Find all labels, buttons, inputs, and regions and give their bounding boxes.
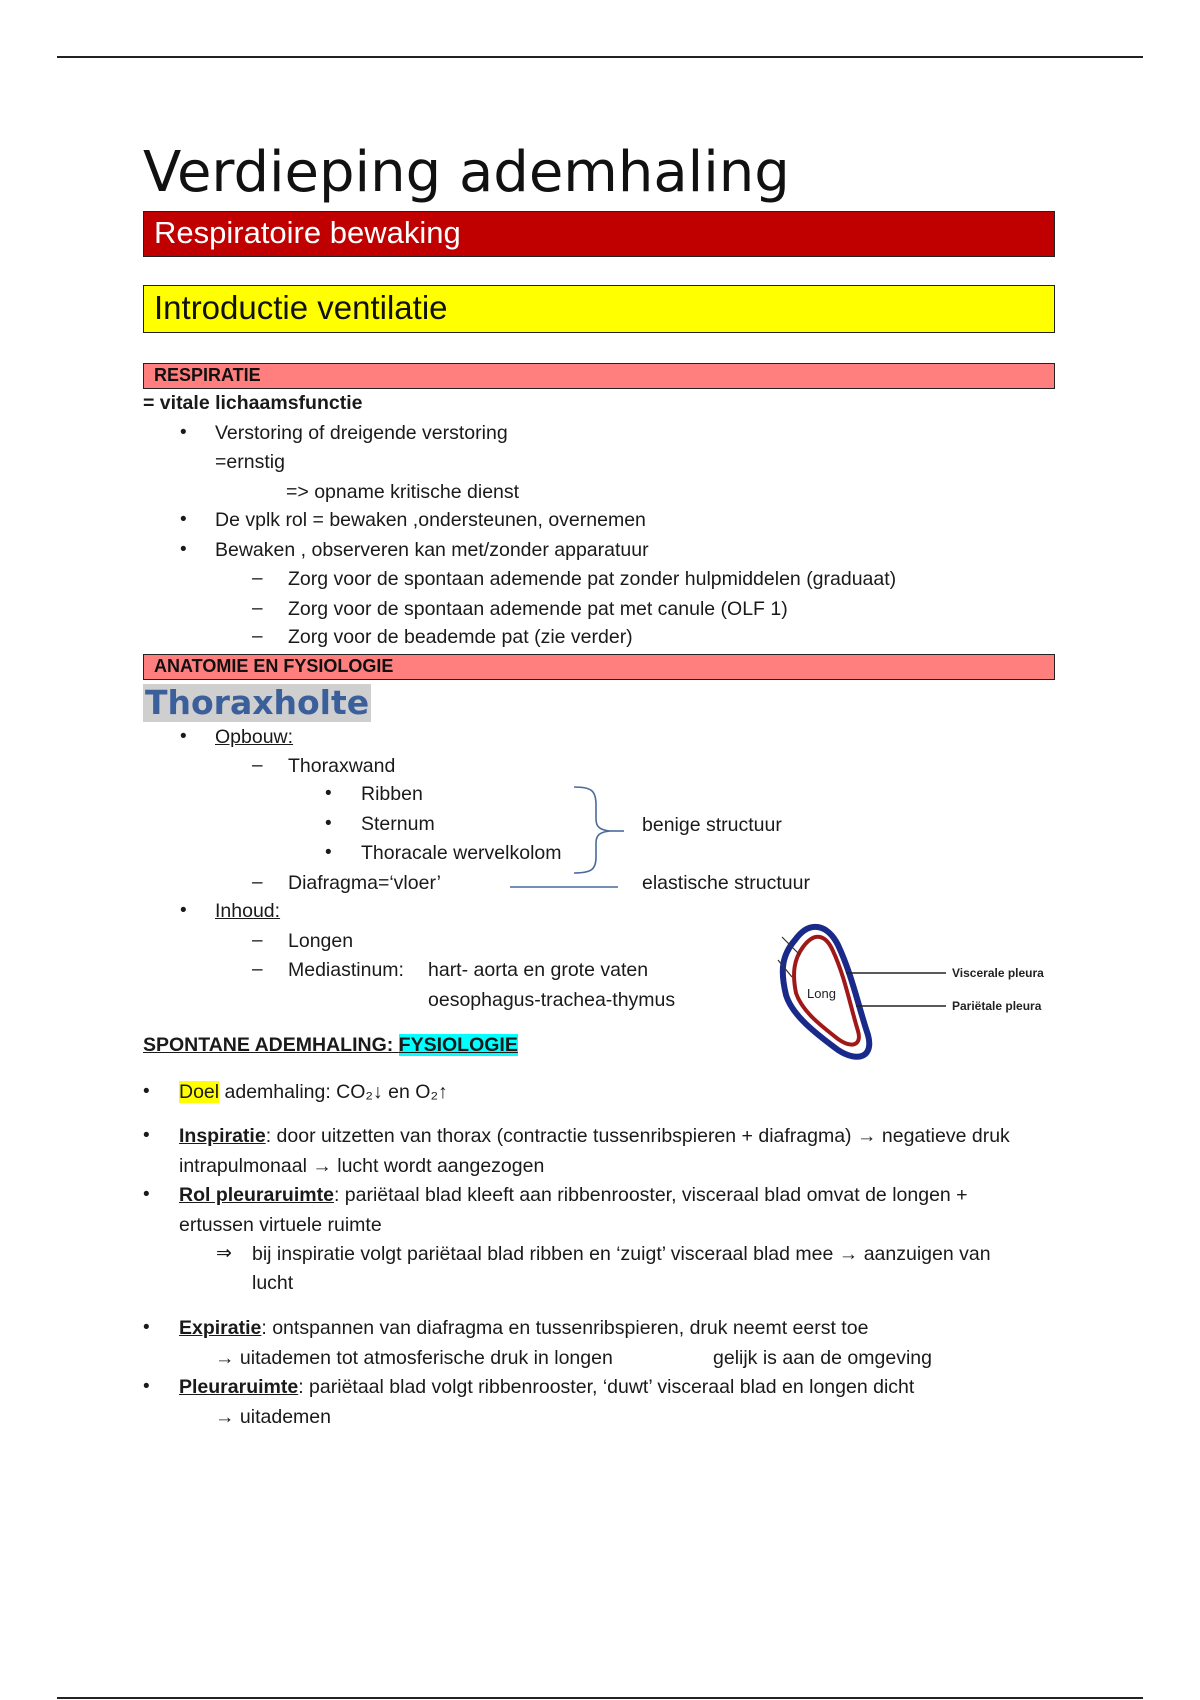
parietal-pleura-label: Pariëtale pleura bbox=[952, 999, 1042, 1013]
spontane-heading-prefix: SPONTANE ADEMHALING: bbox=[143, 1034, 399, 1056]
list-item-sub: Longen bbox=[288, 930, 354, 952]
pleura-item bbox=[179, 1374, 914, 1400]
fysiologie-highlight: FYSIOLOGIE bbox=[398, 1034, 518, 1056]
brace-icon bbox=[570, 785, 630, 875]
spontane-heading bbox=[143, 1032, 518, 1058]
list-item-sub: =ernstig bbox=[215, 451, 285, 473]
pleura-text: : pariëtaal blad volgt ribbenrooster, ‘duwt’ visceraal blad en longen dicht bbox=[298, 1376, 915, 1398]
list-item-sub: Zorg voor de beademde pat (zie verder) bbox=[288, 626, 633, 648]
anatomie-heading: ANATOMIE EN FYSIOLOGIE bbox=[143, 654, 1055, 680]
rol-text: : pariëtaal blad kleeft aan ribbenrooster, visceraal blad omvat de longen + bbox=[333, 1184, 968, 1206]
connector-line bbox=[510, 885, 620, 889]
list-item-sub: Zorg voor de spontaan ademende pat met canule (OLF 1) bbox=[288, 598, 788, 620]
list-item-sub: Thoraxwand bbox=[288, 755, 396, 777]
chapter-banner: Respiratoire bewaking bbox=[143, 211, 1055, 257]
long-label: Long bbox=[807, 986, 836, 1001]
list-item: Bewaken , observeren kan met/zonder apparatuur bbox=[215, 539, 649, 561]
expiratie-text-2b: gelijk is aan de omgeving bbox=[713, 1347, 932, 1369]
implies-arrow-icon: ⇒ bbox=[216, 1243, 232, 1264]
bullet-icon: • bbox=[180, 509, 187, 530]
bullet-icon: • bbox=[325, 842, 332, 863]
dash-icon: – bbox=[252, 930, 263, 951]
inspiratie-item bbox=[179, 1123, 1010, 1149]
pleura-diagram bbox=[770, 915, 1070, 1065]
header-rule bbox=[57, 56, 1143, 58]
bullet-icon: • bbox=[325, 813, 332, 834]
bullet-icon: • bbox=[143, 1125, 150, 1146]
expiratie-key: Expiratie bbox=[179, 1317, 262, 1339]
doel-text: ademhaling: CO₂↓ en O₂↑ bbox=[219, 1081, 448, 1103]
list-item: De vplk rol = bewaken ,ondersteunen, overnemen bbox=[215, 509, 646, 531]
expiratie-text: : ontspannen van diafragma en tussenribspieren, druk neemt eerst toe bbox=[261, 1317, 869, 1339]
dash-icon: – bbox=[252, 626, 263, 647]
list-item-sub: Mediastinum: bbox=[288, 959, 404, 981]
bullet-icon: • bbox=[180, 900, 187, 921]
bullet-icon: • bbox=[325, 783, 332, 804]
list-item-sub: Thoracale wervelkolom bbox=[361, 842, 562, 864]
doel-key: Doel bbox=[179, 1081, 220, 1103]
pleura-key: Pleuraruimte bbox=[179, 1376, 299, 1398]
list-item-sub: Sternum bbox=[361, 813, 435, 835]
dash-icon: – bbox=[252, 568, 263, 589]
bullet-icon: • bbox=[143, 1184, 150, 1205]
rol-sub-text: bij inspiratie volgt pariëtaal blad ribben en ‘zuigt’ visceraal blad mee → aanzuigen van bbox=[252, 1243, 991, 1265]
bullet-icon: • bbox=[143, 1081, 150, 1102]
rol-key: Rol pleuraruimte bbox=[179, 1184, 334, 1206]
respiratie-heading: RESPIRATIE bbox=[143, 363, 1055, 389]
expiratie-item bbox=[179, 1315, 868, 1341]
list-item-sub: Ribben bbox=[361, 783, 423, 805]
bullet-icon: • bbox=[180, 726, 187, 747]
inspiratie-key: Inspiratie bbox=[179, 1125, 266, 1147]
visceral-pleura-label: Viscerale pleura bbox=[952, 966, 1044, 980]
list-item-sub: => opname kritische dienst bbox=[286, 481, 520, 503]
list-item-sub: Diafragma=‘vloer’ bbox=[288, 872, 441, 894]
rol-sub-text-2: lucht bbox=[252, 1272, 294, 1294]
inspiratie-text: : door uitzetten van thorax (contractie tussenribspieren + diafragma) → negatieve druk bbox=[265, 1125, 1010, 1147]
bullet-icon: • bbox=[180, 539, 187, 560]
expiratie-text-2a: → uitademen tot atmosferische druk in longen bbox=[215, 1347, 613, 1369]
rol-item bbox=[179, 1182, 968, 1208]
list-item-sub: Zorg voor de spontaan ademende pat zonder hulpmiddelen (graduaat) bbox=[288, 568, 897, 590]
benige-label: benige structuur bbox=[642, 814, 782, 836]
pleura-text-2: → uitademen bbox=[215, 1406, 331, 1428]
doel-item bbox=[179, 1079, 448, 1105]
opbouw-label: Opbouw: bbox=[215, 726, 294, 748]
dash-icon: – bbox=[252, 598, 263, 619]
respiratie-definition: = vitale lichaamsfunctie bbox=[143, 392, 363, 414]
section-banner: Introductie ventilatie bbox=[143, 285, 1055, 333]
thoraxholte-subheading: Thoraxholte bbox=[145, 683, 370, 722]
inhoud-label: Inhoud: bbox=[215, 900, 281, 922]
bullet-icon: • bbox=[180, 422, 187, 443]
mediastinum-text: oesophagus-trachea-thymus bbox=[428, 989, 676, 1011]
list-item: Verstoring of dreigende verstoring bbox=[215, 422, 508, 444]
dash-icon: – bbox=[252, 872, 263, 893]
dash-icon: – bbox=[252, 755, 263, 776]
bullet-icon: • bbox=[143, 1376, 150, 1397]
bullet-icon: • bbox=[143, 1317, 150, 1338]
mediastinum-text: hart- aorta en grote vaten bbox=[428, 959, 649, 981]
inspiratie-text-2: intrapulmonaal → lucht wordt aangezogen bbox=[179, 1155, 545, 1177]
elastische-label: elastische structuur bbox=[642, 872, 810, 894]
rol-text-2: ertussen virtuele ruimte bbox=[179, 1214, 382, 1236]
dash-icon: – bbox=[252, 959, 263, 980]
document-title: Verdieping ademhaling bbox=[143, 140, 790, 205]
footer-rule bbox=[57, 1697, 1143, 1699]
